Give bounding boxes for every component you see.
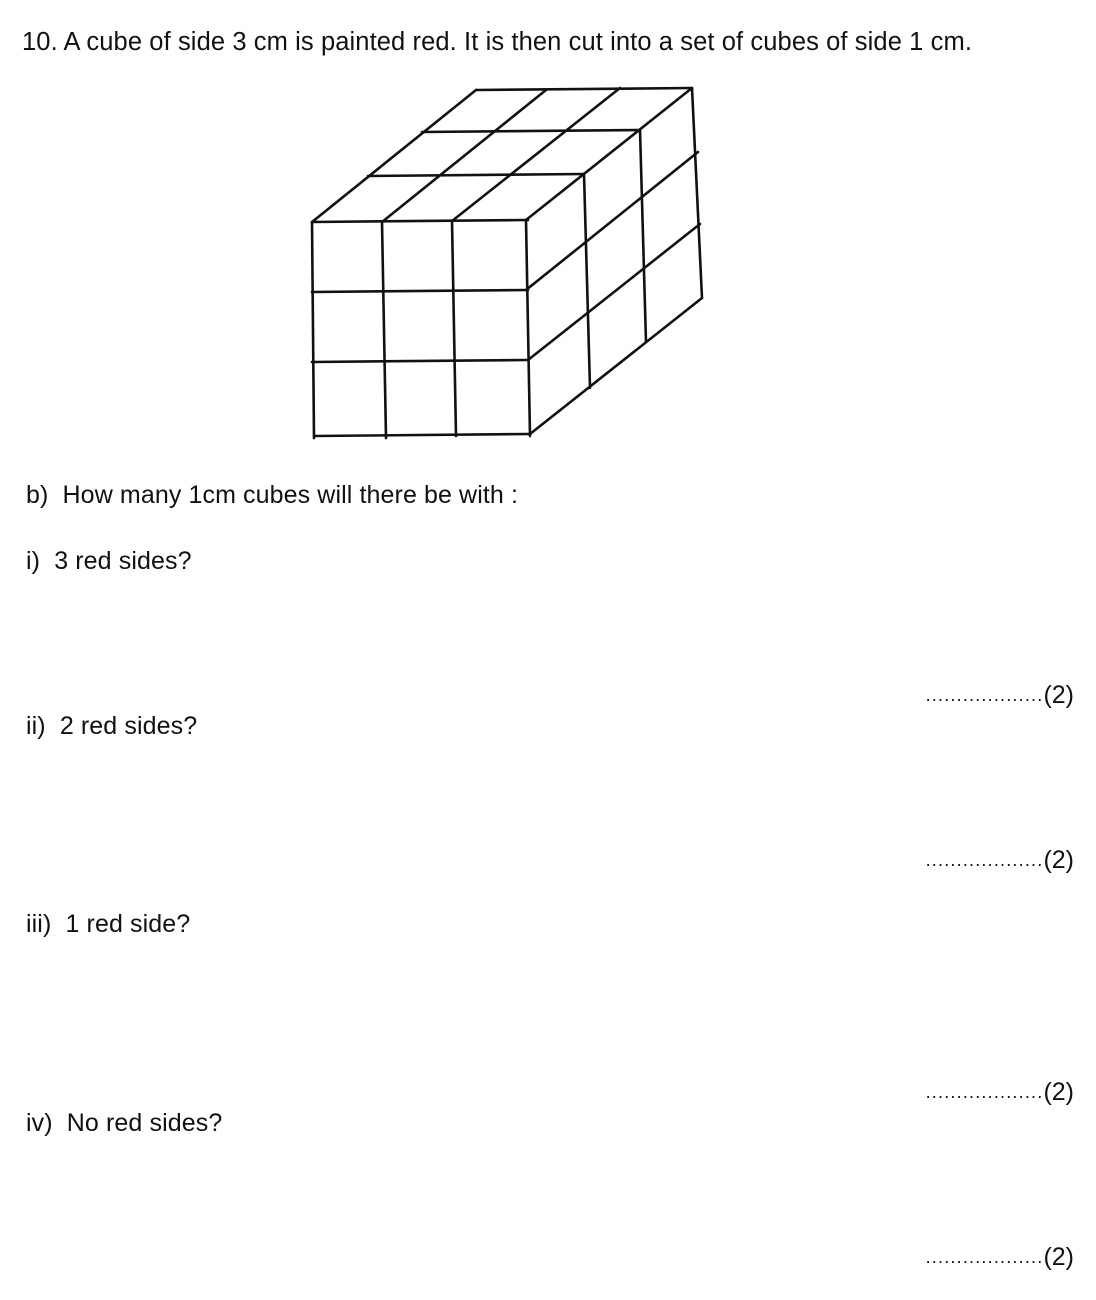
- subquestion-iii: [26, 909, 190, 939]
- question-text: A cube of side 3 cm is painted red. It is then cut into a set of cubes of side 1 cm.: [63, 28, 973, 56]
- subquestion-text: 1 red side?: [65, 910, 191, 938]
- subquestion-text: 3 red sides?: [54, 547, 192, 575]
- subquestion-i: [26, 546, 192, 576]
- subquestion-label: ii): [26, 712, 46, 740]
- cube-diagram-icon: [300, 80, 720, 460]
- marks-label: (2): [1043, 1078, 1074, 1106]
- cube-front-face: [312, 220, 530, 438]
- subquestion-iv: [26, 1108, 222, 1138]
- answer-line-iv[interactable]: [926, 1242, 1074, 1272]
- marks-label: (2): [1043, 681, 1074, 709]
- subquestion-label: iv): [26, 1109, 53, 1137]
- marks-label: (2): [1043, 1243, 1074, 1271]
- part-b-text: How many 1cm cubes will there be with :: [62, 481, 518, 509]
- subquestion-ii: [26, 711, 197, 741]
- subquestion-label: i): [26, 547, 41, 575]
- answer-dots: ...................: [925, 1247, 1044, 1267]
- answer-dots: ...................: [925, 850, 1044, 870]
- question-title: [22, 27, 972, 57]
- answer-dots: ...................: [925, 1082, 1044, 1102]
- answer-dots: ...................: [925, 685, 1044, 705]
- part-b-prompt: [26, 480, 518, 510]
- subquestion-label: iii): [26, 910, 52, 938]
- part-b-label: b): [26, 481, 49, 509]
- answer-line-iii[interactable]: [926, 1077, 1074, 1107]
- question-number: 10.: [22, 28, 58, 56]
- marks-label: (2): [1043, 846, 1074, 874]
- answer-line-i[interactable]: [926, 680, 1074, 710]
- subquestion-text: 2 red sides?: [59, 712, 198, 740]
- subquestion-text: No red sides?: [66, 1109, 223, 1137]
- answer-line-ii[interactable]: [926, 845, 1074, 875]
